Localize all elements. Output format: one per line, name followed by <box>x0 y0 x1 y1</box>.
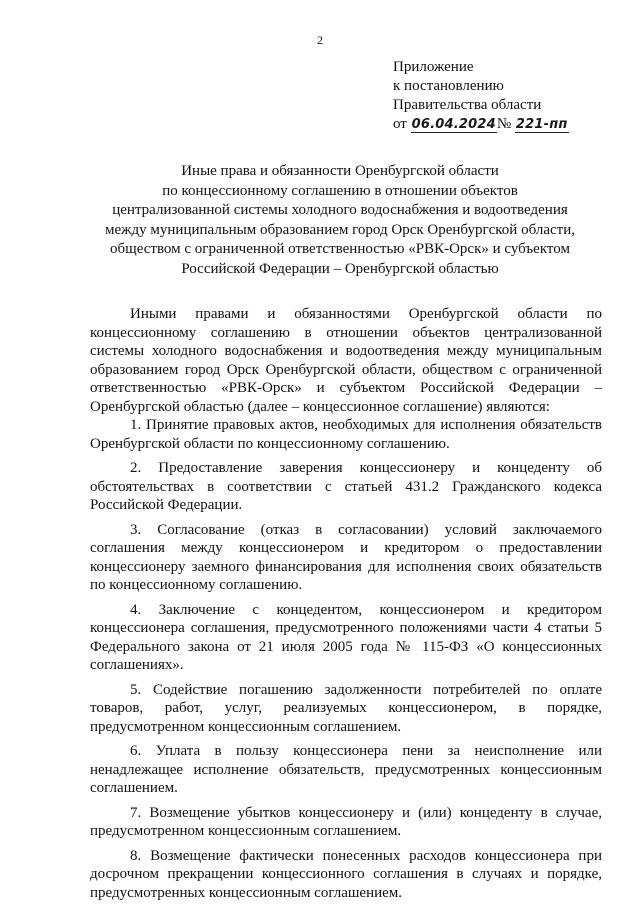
list-item-3: 3. Согласование (отказ в согласовании) условий заключаемого соглашения между концессионером и кредитором о предоставлении концессионеру заемного финансирования для исполнения своих обязательств по концессионному соглашению. <box>90 521 602 593</box>
document-title <box>80 162 600 279</box>
title-line-5: обществом с ограниченной ответственностью «РВК-Орск» и субъектом <box>110 241 570 257</box>
handwritten-date: 06.04.2024 <box>411 117 496 132</box>
list-item-2: 2. Предоставление заверения концессионеру и концеденту об обстоятельствах в соответствии с статьей 431.2 Гражданского кодекса Российской Федерации. <box>90 460 602 513</box>
appendix-line-3: Правительства области <box>393 97 542 113</box>
list-item-4: 4. Заключение с концедентом, концессионером и кредитором концессионера соглашения, предусмотренного положениями части 4 статьи 5 Федерального закона от 21 июля 2005 года № 115-ФЗ «О концессионных соглашениях». <box>90 601 602 673</box>
appendix-date-line <box>393 115 569 134</box>
intro-paragraph: Иными правами и обязанностями Оренбургской области по концессионному соглашению в отношении объектов централизованной системы холодного водоснабжения и водоотведения между муниципальным образованием город Орск Оренбургской области, обществом с ограниченной ответственностью «РВК-Орск» и субъектом Российской Федерации – Оренбургской областью (далее – концессионное соглашение) являются: <box>90 306 602 415</box>
list-item-1: 1. Принятие правовых актов, необходимых для исполнения обязательств Оренбургской области по концессионному соглашению. <box>90 417 602 452</box>
appendix-block <box>393 58 569 134</box>
document-body <box>90 305 602 908</box>
list-item-8: 8. Возмещение фактически понесенных расходов концессионера при досрочном прекращении концессионного соглашения в случаях и порядке, предусмотренных концессионным соглашением. <box>90 847 602 901</box>
list-item-7: 7. Возмещение убытков концессионеру и (или) концеденту в случае, предусмотренном концессионным соглашением. <box>90 804 602 839</box>
title-line-2: по концессионному соглашению в отношении объектов <box>162 182 518 199</box>
title-line-3: централизованной системы холодного водоснабжения и водоотведения <box>112 202 568 218</box>
number-label: № <box>496 116 512 132</box>
list-item-6: 6. Уплата в пользу концессионера пени за неисполнение или ненадлежащее исполнение обязательств, предусмотренных концессионным соглашением. <box>90 743 602 796</box>
title-line-4: между муниципальным образованием город Орск Оренбургской области, <box>105 221 575 238</box>
appendix-line-2: к постановлению <box>393 78 504 94</box>
handwritten-number: 221-пп <box>515 117 568 132</box>
list-item-5: 5. Содействие погашению задолженности потребителей по оплате товаров, работ, услуг, реализуемых концессионером, в порядке, предусмотренном концессионным соглашением. <box>90 681 602 735</box>
title-line-6: Российской Федерации – Оренбургской областью <box>181 260 499 277</box>
title-line-1: Иные права и обязанности Оренбургской области <box>181 163 499 179</box>
from-label: от <box>393 116 407 132</box>
page-number: 2 <box>317 33 323 47</box>
appendix-line-1: Приложение <box>393 59 474 75</box>
